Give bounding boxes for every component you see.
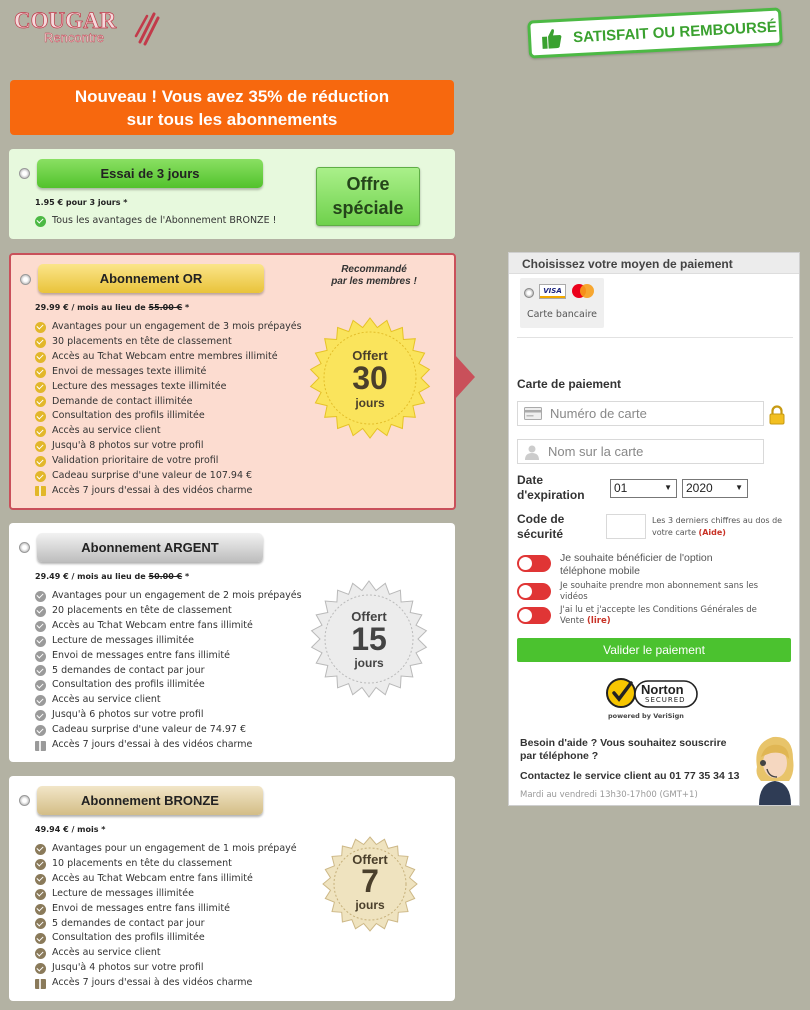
- plan-trial-features: [35, 214, 276, 229]
- norton-sub: SECURED: [645, 696, 686, 704]
- special-offer-line-1: Offre: [346, 174, 390, 194]
- old-price: 55.00 €: [148, 303, 183, 312]
- option-terms-label: J'ai lu et j'accepte les Conditions Générales de Vente (lire): [560, 605, 757, 626]
- feature-item: 5 demandes de contact par jour: [35, 664, 302, 679]
- feature-item: Validation prioritaire de votre profil: [35, 454, 302, 469]
- feature-item: Tous les avantages de l'Abonnement BRONZE !: [35, 214, 276, 229]
- badge-unit: jours: [355, 396, 385, 410]
- divider: [517, 337, 793, 338]
- site-logo[interactable]: [14, 8, 164, 48]
- feature-item: Accès 7 jours d'essai à des vidéos charme: [35, 738, 302, 753]
- feature-item: Envoi de messages entre fans illimité: [35, 649, 302, 664]
- badge-unit: jours: [355, 898, 385, 912]
- terms-read-link[interactable]: (lire): [587, 616, 611, 626]
- help-contact: Contactez le service client au 01 77 35 34 13: [520, 770, 740, 782]
- feature-item: Jusqu'à 8 photos sur votre profil: [35, 439, 302, 454]
- card-number-placeholder: Numéro de carte: [550, 406, 647, 421]
- gift-icon: [35, 741, 46, 751]
- card-section-title: Carte de paiement: [517, 377, 622, 391]
- plan-silver-price: 29.49 € / mois au lieu de 50.00 € *: [35, 572, 190, 581]
- badge-unit: jours: [354, 656, 384, 670]
- card-name-input[interactable]: [517, 439, 764, 464]
- cvv-label: Code de sécurité: [517, 512, 565, 541]
- badge-top: Offert: [352, 348, 388, 363]
- feature-item: Lecture de messages illimitée: [35, 887, 297, 902]
- recommended-line-2: par les membres !: [331, 276, 417, 287]
- feature-item: Cadeau surprise d'une valeur de 107.94 €: [35, 469, 302, 484]
- feature-item: Lecture des messages texte illimitée: [35, 380, 302, 395]
- validate-payment-button[interactable]: Valider le paiement: [517, 638, 791, 662]
- feature-item: Avantages pour un engagement de 2 mois prépayés: [35, 589, 302, 604]
- option-no-video-toggle[interactable]: [517, 583, 551, 600]
- payment-method-card[interactable]: [520, 278, 604, 328]
- option-mobile-label: Je souhaite bénéficier de l'option téléphone mobile: [560, 552, 713, 577]
- check-icon: [35, 844, 46, 855]
- promo-line-1: Nouveau ! Vous avez 35% de réduction: [74, 87, 390, 106]
- expiry-year-select[interactable]: 2020 ▼: [682, 479, 748, 498]
- check-icon: [35, 695, 46, 706]
- check-icon: [35, 963, 46, 974]
- help-question: Besoin d'aide ? Vous souhaitez souscrire par téléphone ?: [520, 737, 727, 762]
- logo-text: COUGAR: [14, 8, 117, 33]
- plan-bronze-price: 49.94 € / mois *: [35, 825, 106, 834]
- badge-number: 7: [361, 863, 379, 899]
- feature-item: Accès au Tchat Webcam entre fans illimité: [35, 619, 302, 634]
- old-price: 50.00 €: [148, 572, 183, 581]
- check-icon: [35, 710, 46, 721]
- feature-item: 30 placements en tête de classement: [35, 335, 302, 350]
- special-offer-line-2: spéciale: [332, 198, 404, 218]
- expiry-label: Date d'expiration: [517, 473, 585, 502]
- check-icon: [35, 456, 46, 467]
- check-icon: [35, 889, 46, 900]
- cvv-help-link[interactable]: (Aide): [698, 528, 726, 537]
- check-icon: [35, 918, 46, 929]
- check-icon: [35, 396, 46, 407]
- badge-number: 15: [351, 621, 387, 657]
- plan-gold[interactable]: [9, 253, 456, 510]
- option-mobile-toggle[interactable]: [517, 555, 551, 572]
- payment-header: Choisissez votre moyen de paiement: [509, 253, 799, 274]
- chevron-down-icon: ▼: [664, 483, 672, 492]
- norton-title: Norton: [641, 682, 684, 697]
- satisfaction-guarantee-badge: [527, 7, 783, 58]
- feature-item: Consultation des profils illimitée: [35, 409, 302, 424]
- feature-item: Jusqu'à 6 photos sur votre profil: [35, 708, 302, 723]
- feature-item: Avantages pour un engagement de 1 mois prépayé: [35, 842, 297, 857]
- feature-item: Accès au service client: [35, 946, 297, 961]
- check-icon: [35, 933, 46, 944]
- check-icon: [35, 337, 46, 348]
- plan-trial-radio[interactable]: [19, 168, 30, 179]
- plan-silver-days-badge: [309, 579, 429, 699]
- check-icon: [35, 322, 46, 333]
- feature-item: Accès au Tchat Webcam entre membres illimité: [35, 350, 302, 365]
- card-number-input[interactable]: [517, 401, 764, 426]
- plan-trial-price: 1.95 € pour 3 jours *: [35, 198, 128, 207]
- check-icon: [35, 725, 46, 736]
- plan-bronze-days-badge: [322, 836, 418, 932]
- plan-bronze-title: Abonnement BRONZE: [37, 786, 263, 815]
- visa-icon: VISA: [539, 284, 566, 299]
- feature-item: Jusqu'à 4 photos sur votre profil: [35, 961, 297, 976]
- check-icon: [35, 606, 46, 617]
- norton-secured-badge: [605, 673, 701, 723]
- feature-item: 20 placements en tête de classement: [35, 604, 302, 619]
- feature-item: Consultation des profils illimitée: [35, 678, 302, 693]
- feature-item: Accès 7 jours d'essai à des vidéos charme: [35, 484, 302, 499]
- plan-gold-title: Abonnement OR: [38, 264, 264, 293]
- check-icon: [35, 411, 46, 422]
- check-icon: [35, 352, 46, 363]
- check-icon: [35, 382, 46, 393]
- lock-icon: [769, 405, 785, 425]
- feature-item: Envoi de messages texte illimité: [35, 365, 302, 380]
- credit-card-icon: [524, 407, 542, 420]
- check-icon: [35, 680, 46, 691]
- feature-item: Envoi de messages entre fans illimité: [35, 902, 297, 917]
- check-icon: [35, 367, 46, 378]
- gift-icon: [35, 486, 46, 496]
- plan-silver[interactable]: [9, 523, 455, 762]
- badge-top: Offert: [352, 852, 388, 867]
- special-offer-badge: [316, 167, 420, 226]
- promo-banner: [10, 80, 454, 135]
- chevron-down-icon: ▼: [735, 483, 743, 492]
- check-icon: [35, 874, 46, 885]
- claw-marks-icon: [132, 12, 162, 46]
- plan-gold-radio[interactable]: [20, 274, 31, 285]
- check-icon: [35, 651, 46, 662]
- support-agent-avatar: [749, 729, 799, 805]
- plan-silver-title: Abonnement ARGENT: [37, 533, 263, 562]
- option-mobile: [517, 552, 713, 578]
- feature-item: Demande de contact illimitée: [35, 395, 302, 410]
- feature-item: Avantages pour un engagement de 3 mois prépayés: [35, 320, 302, 335]
- feature-item: Accès au service client: [35, 693, 302, 708]
- gift-icon: [35, 979, 46, 989]
- badge-number: 30: [352, 360, 388, 396]
- check-icon: [35, 859, 46, 870]
- card-name-placeholder: Nom sur la carte: [548, 444, 644, 459]
- option-terms-toggle[interactable]: [517, 607, 551, 624]
- cvv-hint: Les 3 derniers chiffres au dos de votre carte (Aide): [652, 516, 783, 537]
- check-icon: [35, 216, 46, 227]
- norton-powered: powered by VeriSign: [608, 712, 684, 720]
- user-icon: [524, 444, 540, 460]
- check-icon: [35, 426, 46, 437]
- check-icon: [35, 948, 46, 959]
- feature-item: Accès au Tchat Webcam entre fans illimité: [35, 872, 297, 887]
- plan-gold-days-badge: [309, 317, 431, 439]
- plan-bronze-radio[interactable]: [19, 795, 30, 806]
- payment-panel: [508, 252, 800, 806]
- option-no-video: [517, 581, 760, 603]
- plan-gold-price: 29.99 € / mois au lieu de 55.00 € *: [35, 303, 190, 312]
- recommended-line-1: Recommandé: [341, 264, 407, 275]
- option-no-video-label: Je souhaite prendre mon abonnement sans les vidéos: [560, 581, 759, 602]
- mastercard-icon: [570, 283, 596, 299]
- help-hours: Mardi au vendredi 13h30-17h00 (GMT+1): [520, 790, 698, 800]
- recommended-note: [329, 264, 419, 288]
- option-terms: [517, 605, 760, 627]
- feature-item: Accès au service client: [35, 424, 302, 439]
- plan-bronze[interactable]: [9, 776, 455, 1001]
- payment-method-radio[interactable]: [524, 288, 534, 298]
- check-icon: [35, 471, 46, 482]
- feature-item: 5 demandes de contact par jour: [35, 917, 297, 932]
- logo-subtext: Rencontre: [44, 30, 104, 45]
- check-icon: [35, 621, 46, 632]
- selection-arrow-icon: [455, 355, 475, 399]
- badge-top: Offert: [351, 609, 387, 624]
- plan-bronze-features: [35, 842, 297, 991]
- plan-trial[interactable]: [9, 149, 455, 239]
- feature-item: Accès 7 jours d'essai à des vidéos charme: [35, 976, 297, 991]
- plan-silver-features: [35, 589, 302, 753]
- plan-trial-title: Essai de 3 jours: [37, 159, 263, 188]
- check-icon: [35, 904, 46, 915]
- check-icon: [35, 636, 46, 647]
- thumbs-up-icon: [541, 27, 564, 50]
- check-icon: [35, 665, 46, 676]
- guarantee-label: SATISFAIT OU REMBOURSÉ: [572, 18, 778, 46]
- check-icon: [35, 591, 46, 602]
- feature-item: Lecture de messages illimitée: [35, 634, 302, 649]
- cvv-input[interactable]: [606, 514, 646, 539]
- expiry-month-select[interactable]: 01 ▼: [610, 479, 677, 498]
- plan-gold-features: [35, 320, 302, 499]
- feature-item: Cadeau surprise d'une valeur de 74.97 €: [35, 723, 302, 738]
- feature-item: 10 placements en tête du classement: [35, 857, 297, 872]
- payment-method-label: Carte bancaire: [526, 309, 598, 320]
- check-icon: [35, 441, 46, 452]
- plan-silver-radio[interactable]: [19, 542, 30, 553]
- feature-item: Consultation des profils illimitée: [35, 931, 297, 946]
- promo-line-2: sur tous les abonnements: [126, 110, 338, 129]
